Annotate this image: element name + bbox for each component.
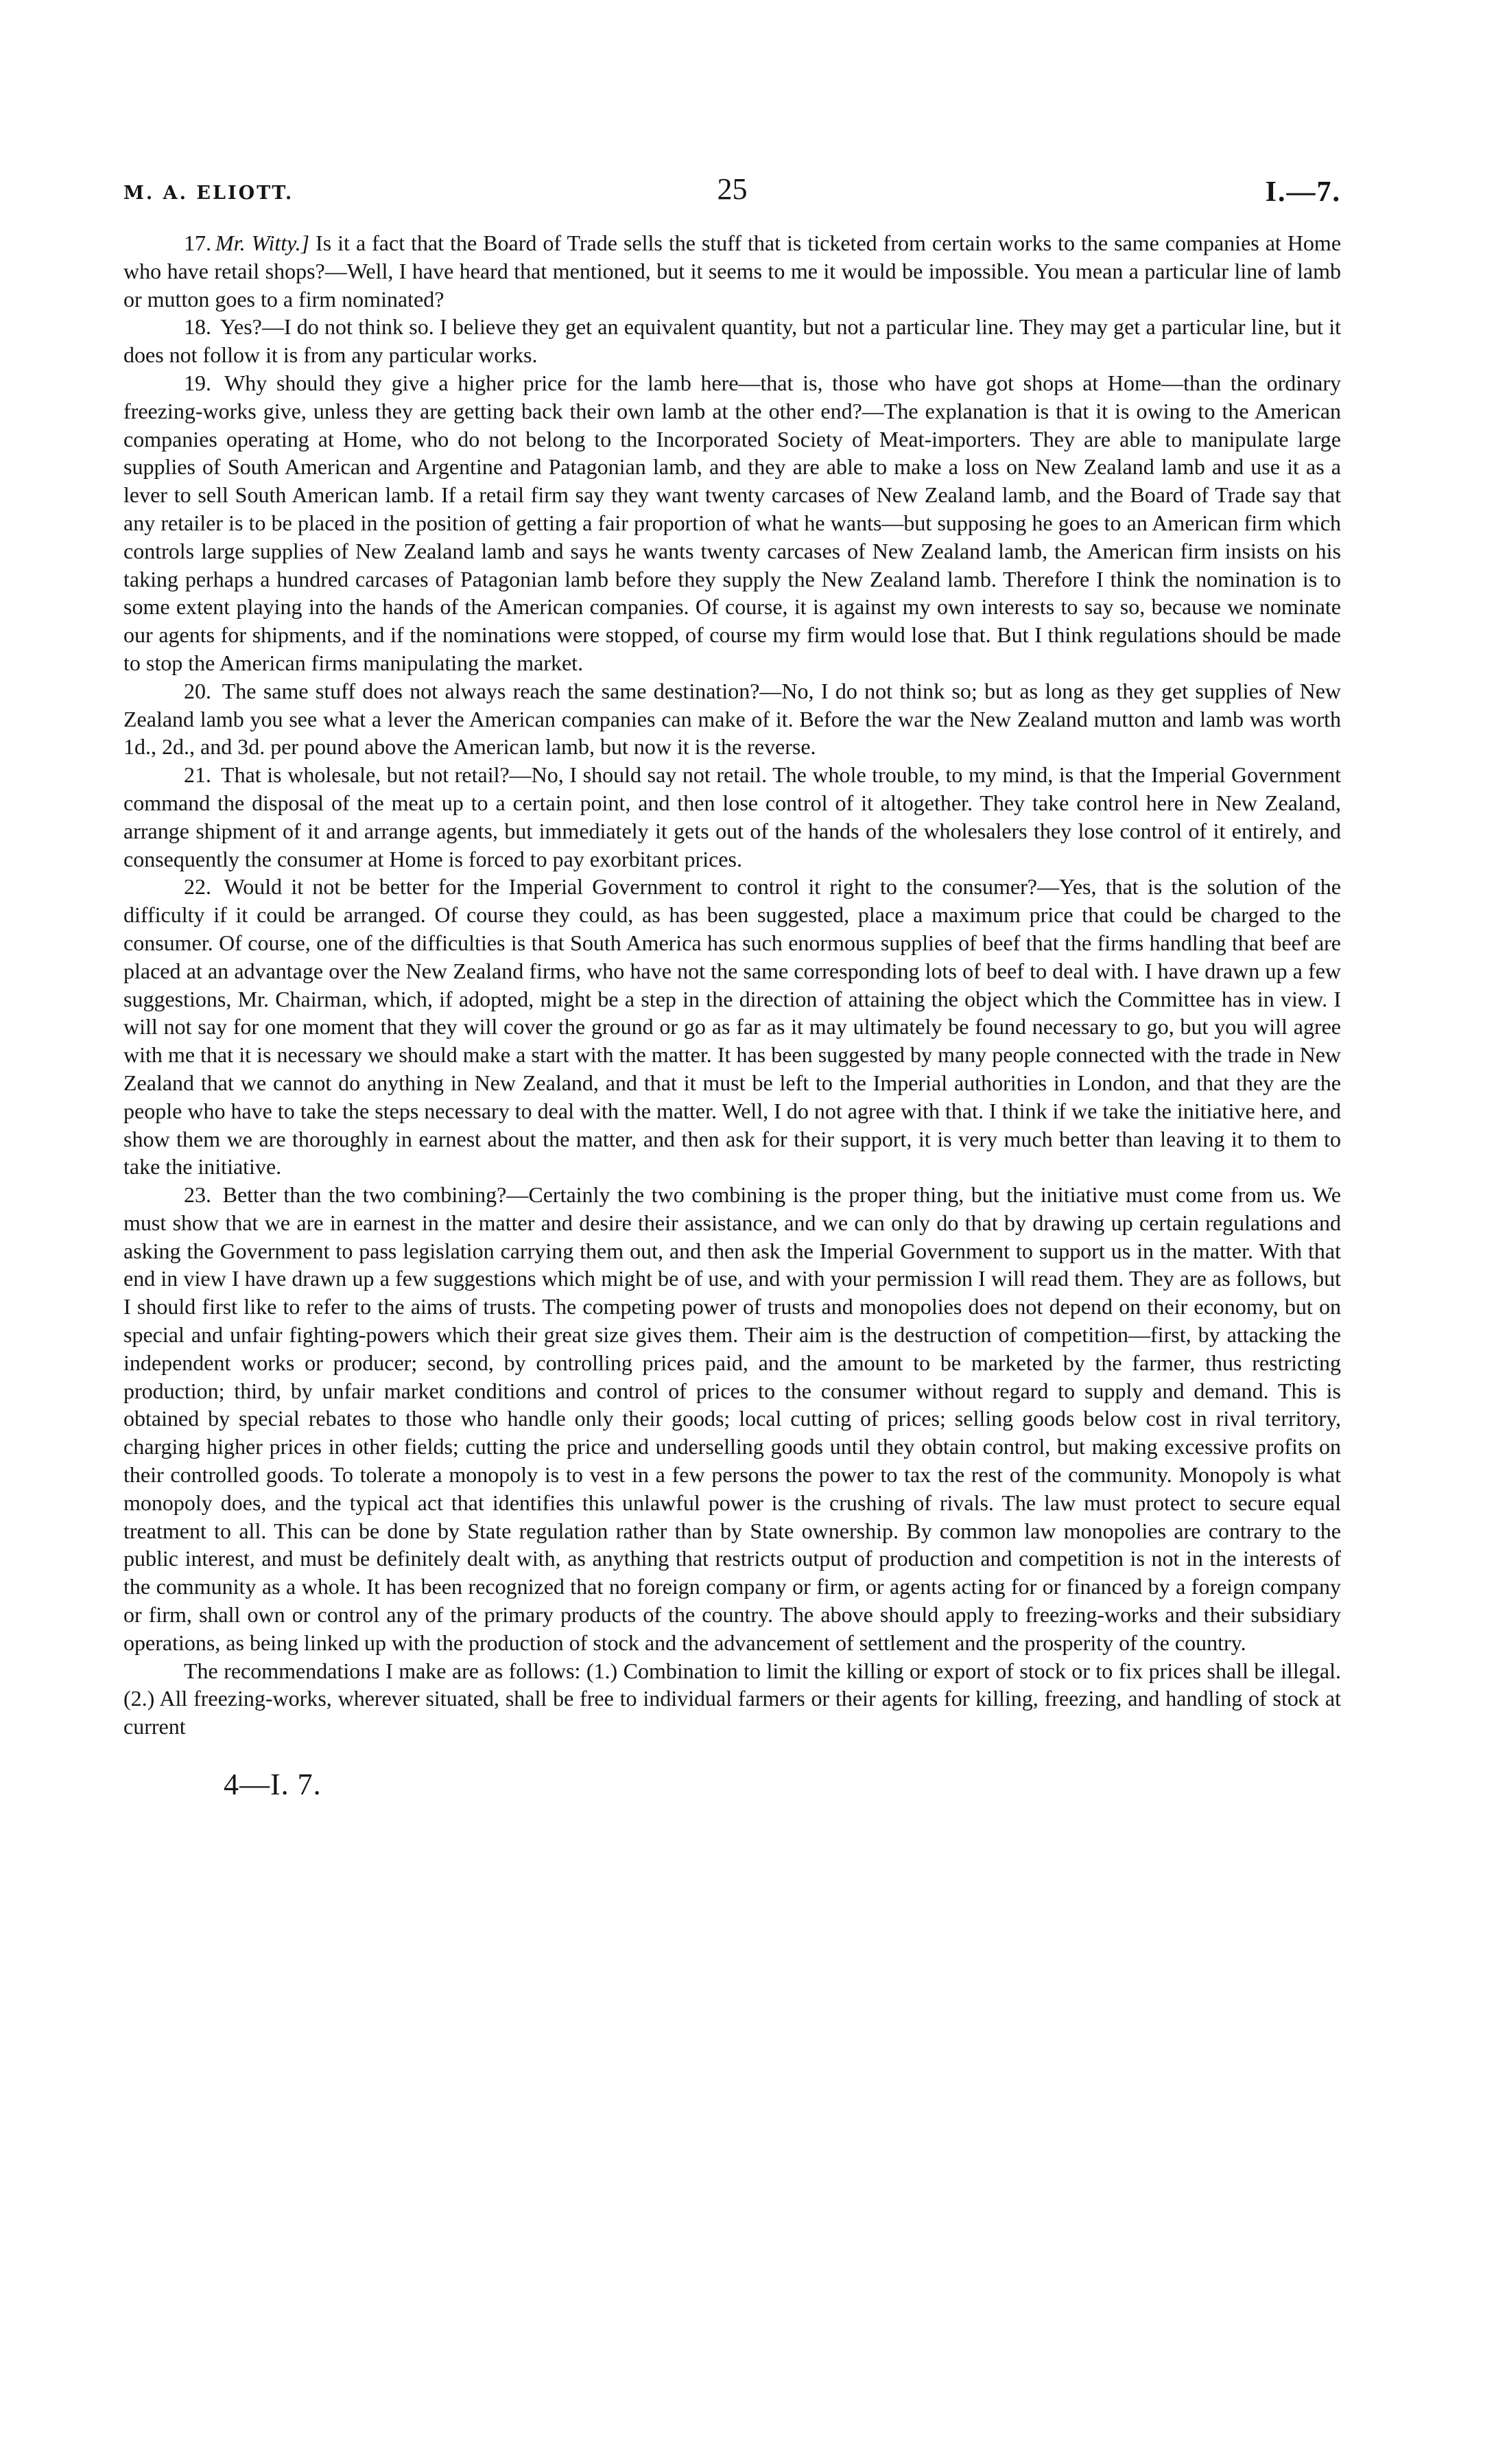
question-number: 20.	[184, 678, 211, 703]
paper-reference: I.—7.	[1265, 176, 1341, 208]
running-header	[123, 172, 1341, 220]
paragraph-19	[123, 369, 1341, 677]
paragraph-text: The same stuff does not always reach the same destination?—No, I do not think so; but as long as they get supplies of New Zealand lamb you see what a lever the American companies can make of it. Before the war the New Zealand mutton and lamb was worth 1d., 2d., and 3d. per pound above the American lamb, but now it is the reverse.	[123, 678, 1342, 760]
witness-name: M. A. ELIOTT.	[123, 183, 294, 204]
paragraph-22	[123, 873, 1341, 1181]
question-number: 17.	[184, 231, 211, 255]
document-page	[123, 172, 1341, 1802]
signature-mark: 4—I. 7.	[224, 1768, 322, 1802]
question-number: 22.	[184, 874, 211, 900]
paragraph-23	[123, 1181, 1341, 1657]
paragraph-17	[123, 229, 1341, 313]
paragraph-21	[123, 761, 1341, 873]
question-number: 21.	[184, 762, 211, 788]
paragraph-20	[123, 677, 1341, 761]
question-number: 19.	[184, 370, 211, 395]
question-number: 18.	[184, 314, 211, 340]
question-number: 23.	[184, 1182, 211, 1208]
paragraph-recommendations	[123, 1657, 1341, 1741]
body-text	[123, 229, 1341, 1741]
page-number: 25	[717, 172, 748, 206]
paragraph-18	[123, 313, 1341, 369]
paragraph-text: The recommendations I make are as follows: (1.) Combination to limit the killing or export of stock or to fix prices shall be illegal. (2.) All freezing-works, wherever situated, shall be free to individual farmers or their agents for killing, freezing, and handling of stock at current	[123, 1658, 1341, 1739]
paragraph-text: Is it a fact that the Board of Trade sells the stuff that is ticketed from certain works to the same companies at Home who have retail shops?—Well, I have heard that mentioned, but it seems to me it would be impossible. You mean a particular line of lamb or mutton goes to a firm nominated?	[123, 231, 1342, 312]
paragraph-text: That is wholesale, but not retail?—No, I should say not retail. The whole trouble, to my mind, is that the Imperial Government command the disposal of the meat up to a certain point, and then lose control of it altogether. They take control here in New Zealand, arrange shipment of it and arrange agents, but immediately it gets out of the hands of the wholesalers they lose control of it entirely, and consequently the consumer at Home is forced to pay exorbitant prices.	[123, 762, 1342, 871]
paragraph-text: Would it not be better for the Imperial Government to control it right to the consumer?—Yes, that is the solution of the difficulty if it could be arranged. Of course they could, as has been suggested, place a maximum price that could be charged to the consumer. Of course, one of the difficulties is that South America has such enormous supplies of beef that the firms handling that beef are placed at an advantage over the New Zealand firms, who have not the same corresponding lots of beef to deal with. I have drawn up a few suggestions, Mr. Chairman, which, if adopted, might be a step in the direction of attaining the object which the Committee has in view. I will not say for one moment that they will cover the ground or go as far as it may ultimately be found necessary to go, but you will agree with me that it is necessary we should make a start with the matter. It has been suggested by many people connected with the trade in New Zealand that we cannot do anything in New Zealand, and that it must be left to the Imperial authorities in London, and that they are the people who have to take the steps necessary to deal with the matter. Well, I do not agree with that. I think if we take the initiative here, and show them we are thoroughly in earnest about the matter, and then ask for their support, it is very much better than leaving it to them to take the initiative.	[123, 874, 1342, 1180]
paragraph-text: Why should they give a higher price for the lamb here—that is, those who have got shops at Home—than the ordinary freezing-works give, unless they are getting back their own lamb at the other end?—The explanation is that it is owing to the American companies operating at Home, who do not belong to the Incorporated Society of Meat-importers. They are able to manipulate large supplies of South American and Argentine and Patagonian lamb, and they are able to make a loss on New Zealand lamb and use it as a lever to sell South American lamb. If a retail firm say they want twenty carcases of New Zealand lamb, and the Board of Trade say that any retailer is to be placed in the position of getting a fair proportion of what he wants—but supposing he goes to an American firm which controls large supplies of New Zealand lamb and says he wants twenty carcases of New Zealand lamb, the American firm insists on his taking perhaps a hundred carcases of Patagonian lamb before they supply the New Zealand lamb. Therefore I think the nomination is to some extent playing into the hands of the American companies. Of course, it is against my own interests to say so, because we nominate our agents for shipments, and if the nominations were stopped, of course my firm would lose that. But I think regulations should be made to stop the American firms manipulating the market.	[123, 370, 1342, 675]
paragraph-text: Yes?—I do not think so. I believe they get an equivalent quantity, but not a particular line. They may get a particular line, but it does not follow it is from any particular works.	[123, 314, 1342, 368]
speaker-name: Mr. Witty.]	[215, 231, 310, 255]
paragraph-text: Better than the two combining?—Certainly the two combining is the proper thing, but the initiative must come from us. We must show that we are in earnest in the matter and desire their assistance, and we can only do that by drawing up certain regulations and asking the Government to pass legislation carrying them out, and then ask the Imperial Government to support us in the matter. With that end in view I have drawn up a few suggestions which might be of use, and with your permission I will read them. They are as follows, but I should first like to refer to the aims of trusts. The competing power of trusts and monopolies does not depend on their economy, but on special and unfair fighting-powers which their great size gives them. Their aim is the destruction of competition—first, by attacking the independent works or producer; second, by controlling prices paid, and the amount to be marketed by the farmer, thus restricting production; third, by unfair market conditions and control of prices to the consumer without regard to supply and demand. This is obtained by special rebates to those who handle only their goods; local cutting of prices; selling goods below cost in rival territory, charging higher prices in other fields; cutting the price and underselling goods until they obtain control, but making excessive profits on their controlled goods. To tolerate a monopoly is to vest in a few persons the power to tax the rest of the community. Monopoly is what monopoly does, and the typical act that identifies this unlawful power is the crushing of rivals. The law must protect to secure equal treatment to all. This can be done by State regulation rather than by State ownership. By common law monopolies are contrary to the public interest, and must be definitely dealt with, as anything that restricts output of production and competition is not in the interests of the community as a whole. It has been recognized that no foreign company or firm, or agents acting for or financed by a foreign company or firm, shall own or control any of the primary products of the country. The above should apply to freezing-works and their subsidiary operations, as being linked up with the production of stock and the advancement of settlement and the prosperity of the country.	[123, 1182, 1342, 1655]
